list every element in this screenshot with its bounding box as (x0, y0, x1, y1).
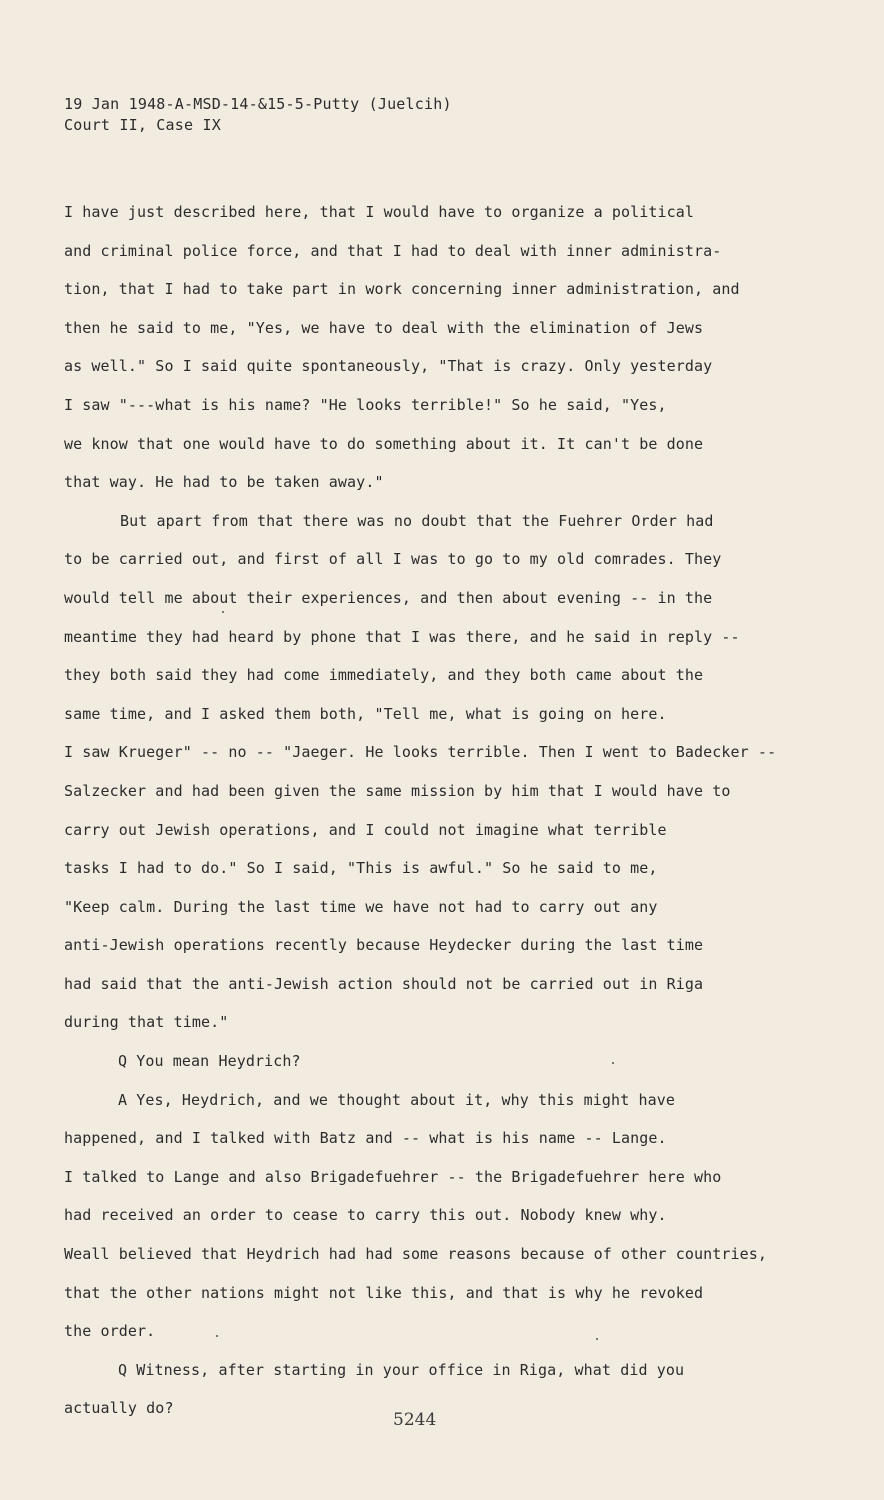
header-line-1: 19 Jan 1948-A-MSD-14-&15-5-Putty (Juelcih) (64, 95, 452, 113)
body-line: had said that the anti-Jewish action should not be carried out in Riga (64, 974, 704, 993)
paper-speck (216, 1335, 218, 1337)
body-line: had received an order to cease to carry this out. Nobody knew why. (64, 1206, 667, 1225)
body-line: same time, and I asked them both, "Tell me, what is going on here. (64, 704, 667, 723)
body-line: actually do? (64, 1399, 174, 1418)
body-line: tasks I had to do." So I said, "This is awful." So he said to me, (64, 859, 658, 878)
body-line: and criminal police force, and that I had to deal with inner administra- (64, 241, 722, 260)
body-line: that way. He had to be taken away." (64, 473, 384, 492)
document-header (64, 94, 452, 136)
body-line: I have just described here, that I would have to organize a political (64, 203, 695, 221)
body-line: I saw "---what is his name? "He looks terrible!" So he said, "Yes, (64, 395, 667, 414)
body-line: as well." So I said quite spontaneously, "That is crazy. Only yesterday (64, 357, 713, 376)
paper-speck (596, 1338, 598, 1340)
body-line: "Keep calm. During the last time we have not had to carry out any (64, 897, 658, 916)
body-line: would tell me about their experiences, and then about evening -- in the (64, 588, 713, 607)
paper-speck (612, 1062, 614, 1064)
body-line: tion, that I had to take part in work concerning inner administration, and (64, 280, 740, 299)
body-line: Q You mean Heydrich? (118, 1052, 301, 1071)
body-line: carry out Jewish operations, and I could not imagine what terrible (64, 820, 667, 839)
body-line: Q Witness, after starting in your office in Riga, what did you (118, 1360, 685, 1379)
body-line: meantime they had heard by phone that I was there, and he said in reply -- (64, 627, 740, 646)
paper-speck (222, 611, 224, 613)
body-line: A Yes, Heydrich, and we thought about it, why this might have (118, 1090, 675, 1109)
body-line: during that time." (64, 1013, 229, 1032)
body-line: I talked to Lange and also Brigadefuehrer -- the Brigadefuehrer here who (64, 1167, 722, 1186)
body-line: that the other nations might not like this, and that is why he revoked (64, 1283, 704, 1302)
body-line: the order. (64, 1322, 156, 1341)
body-line: then he said to me, "Yes, we have to deal with the elimination of Jews (64, 318, 704, 337)
body-line: they both said they had come immediately, and they both came about the (64, 666, 704, 685)
header-line-2: Court II, Case IX (64, 116, 221, 134)
body-line: Salzecker and had been given the same mission by him that I would have to (64, 781, 731, 800)
body-line: I saw Krueger" -- no -- "Jaeger. He looks terrible. Then I went to Badecker -- (64, 743, 777, 762)
body-line: to be carried out, and first of all I was to go to my old comrades. They (64, 550, 722, 569)
page-number: 5244 (393, 1410, 437, 1430)
body-line: happened, and I talked with Batz and -- what is his name -- Lange. (64, 1129, 667, 1148)
body-line: we know that one would have to do something about it. It can't be done (64, 434, 704, 453)
body-line: anti-Jewish operations recently because Heydecker during the last time (64, 936, 704, 955)
body-line: But apart from that there was no doubt that the Fuehrer Order had (120, 511, 714, 530)
body-line: Weall believed that Heydrich had had some reasons because of other countries, (64, 1245, 768, 1264)
transcript-body (64, 193, 844, 1428)
